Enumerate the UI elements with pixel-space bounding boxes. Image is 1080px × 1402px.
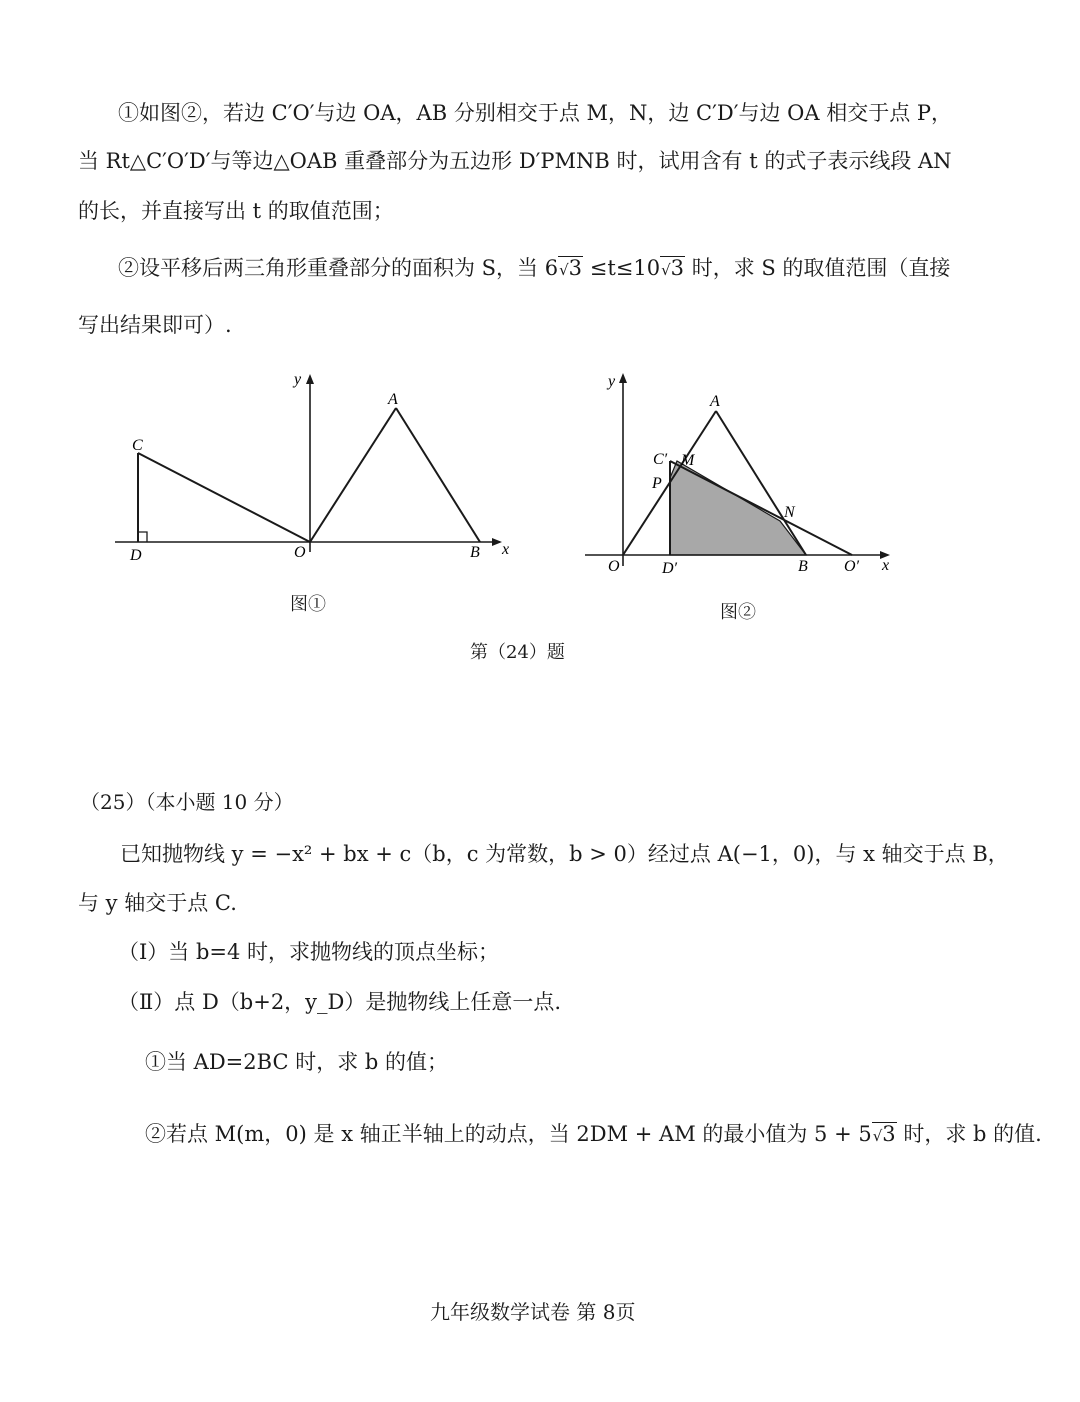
q25-part2-2-post: 时，求 b 的值. <box>896 1122 1042 1146</box>
q24-sub2-line1 <box>118 254 950 282</box>
fig1-label-x: x <box>502 541 510 558</box>
q25-intro-line1: 已知抛物线 y = −x² + bx + c（b，c 为常数，b > 0）经过点 A(−1，0)，与 x 轴交于点 B， <box>120 842 1009 866</box>
q24-sub2-text-post: 时，求 S 的取值范围（直接 <box>685 256 951 280</box>
problem-24-caption: 第（24）题 <box>470 642 565 663</box>
fig1-x-arrow <box>492 538 502 546</box>
fig1-label-A: A <box>388 391 398 408</box>
figure-1 <box>110 370 530 570</box>
sqrt-radicand: √3 <box>872 1122 896 1146</box>
fig2-label-y: y <box>608 373 616 390</box>
fig1-y-arrow <box>306 374 314 384</box>
fig2-label-x: x <box>882 557 890 574</box>
fig2-label-C: C′ <box>653 451 668 468</box>
fig1-label-O: O <box>294 544 306 561</box>
q24-sub1-line2: 当 Rt△C′O′D′与等边△OAB 重叠部分为五边形 D′PMNB 时，试用含有 t 的式子表示线段 AN <box>78 149 952 173</box>
fig2-label-B: B <box>798 558 808 575</box>
q25-part2-1: ①当 AD=2BC 时，求 b 的值； <box>145 1050 448 1074</box>
fig2-label-A: A <box>710 393 720 410</box>
q25-part2-2 <box>145 1120 1042 1148</box>
fig1-segment-OA <box>310 408 396 542</box>
fig2-label-P: P <box>652 475 662 492</box>
q24-sub2-text-pre: ②设平移后两三角形重叠部分的面积为 S，当 6 <box>118 256 559 280</box>
sqrt-radicand: √3 <box>661 256 685 280</box>
figure-2 <box>580 368 910 588</box>
q24-sub2-text-mid: ≤t≤10 <box>583 256 661 280</box>
q25-part1: （Ⅰ）当 b=4 时，求抛物线的顶点坐标； <box>118 940 500 964</box>
fig2-label-O: O <box>608 558 620 575</box>
q24-sub1-line1: ①如图②，若边 C′O′与边 OA，AB 分别相交于点 M，N，边 C′D′与边 OA 相交于点 P， <box>118 101 953 125</box>
fig1-segment-CO <box>138 453 310 542</box>
q25-part2-2-pre: ②若点 M(m，0) 是 x 轴正半轴上的动点，当 2DM + AM 的最小值为 5 + 5 <box>145 1122 872 1146</box>
page-footer: 九年级数学试卷 第 8页 <box>430 1300 636 1324</box>
fig1-caption: 图① <box>290 594 326 615</box>
fig1-segment-AB <box>396 408 480 542</box>
fig1-label-y: y <box>294 371 302 388</box>
fig2-label-D: D′ <box>662 560 678 577</box>
fig2-label-O2: O′ <box>844 558 860 575</box>
fig1-label-C: C <box>132 437 143 454</box>
fig1-label-B: B <box>470 544 480 561</box>
fig2-caption: 图② <box>720 602 756 623</box>
q25-intro-line2: 与 y 轴交于点 C. <box>78 891 237 915</box>
fig2-y-arrow <box>619 373 627 383</box>
fig2-label-M: M <box>681 452 695 469</box>
fig1-right-angle-mark <box>138 532 147 542</box>
q24-sub2-line2: 写出结果即可）. <box>78 313 232 337</box>
q24-sub1-line3: 的长，并直接写出 t 的取值范围； <box>78 199 394 223</box>
fig1-label-D: D <box>130 547 142 564</box>
fig2-label-N: N <box>784 504 795 521</box>
sqrt-radicand: √3 <box>559 256 583 280</box>
q25-header: （25）（本小题 10 分） <box>80 790 294 814</box>
q25-part2: （Ⅱ）点 D（b+2，y_D）是抛物线上任意一点. <box>118 990 562 1014</box>
